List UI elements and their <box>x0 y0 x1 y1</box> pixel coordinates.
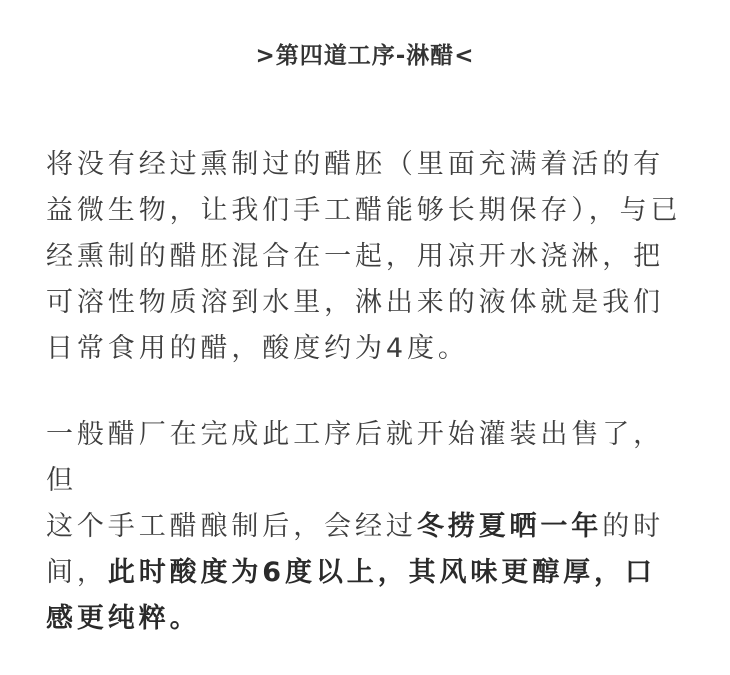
paragraph-factory-bottling: 一般醋厂在完成此工序后就开始灌装出售了，但 <box>46 419 664 496</box>
paragraph-aging <box>46 504 684 642</box>
paragraph-fumigation: 将没有经过熏制过的醋胚（里面充满着活的有益微生物，让我们手工醋能够长期保存），与已经熏制的醋胚混合在一起，用凉开水浇淋，把可溶性物质溶到水里，淋出来的液体就是我们日常食用的醋，酸度约为4度。 <box>46 149 682 364</box>
aging-text-start: 这个手工醋酿制后，会经过 <box>46 511 417 542</box>
section-title: >第四道工序-淋醋< <box>255 43 475 69</box>
acidity-flavor-highlight: 此时酸度为6度以上，其风味更醇厚，口感更纯粹。 <box>46 557 656 634</box>
aging-duration-highlight: 冬捞夏晒一年 <box>416 511 603 542</box>
aging-text-middle: 的时间， <box>46 511 665 588</box>
